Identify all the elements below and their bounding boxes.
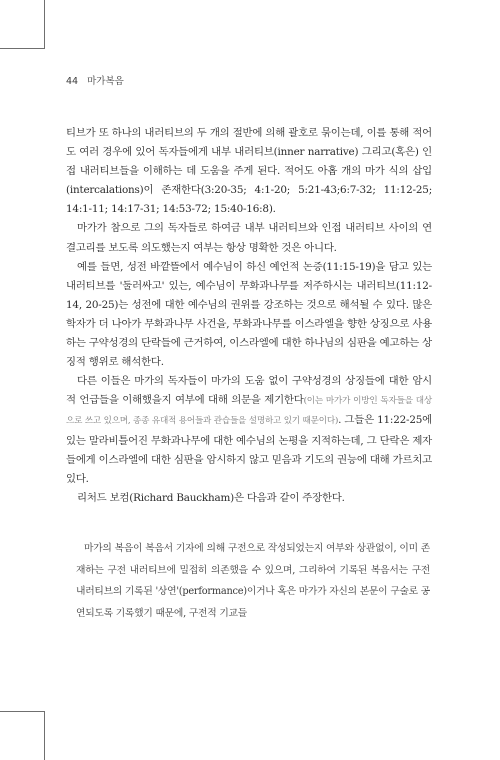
running-title: 마가복음 — [87, 76, 124, 87]
block-quote — [76, 538, 430, 624]
paragraph — [66, 124, 432, 219]
paragraph — [66, 489, 432, 508]
paragraph — [66, 219, 432, 257]
paragraph-text: 예를 들면, 성전 바깥뜰에서 예수님이 하신 예언적 논증(11:15-19)을 담고 있는 내러티브를 '둘러싸고' 있는, 예수님이 무화과나무를 저주하시는 내러티브(11:12-14, 20-25)는 성전에 대한 예수님의 권위를 강조하는 것으로 해석될 수 있다. 많은 학자가 더 나아가 무화과나무 사건을, 무화과나무를 이스라엘을 향한 상징으로 사용하는 구약성경의 단락들에 근거하여, 이스라엘에 대한 하나님의 심판을 예고하는 상징적 행위로 해석한다. — [66, 260, 432, 369]
paragraph-text: 리처드 보컴(Richard Bauckham)은 다음과 같이 주장한다. — [77, 491, 345, 504]
crop-mark-bottom-left-horizontal — [0, 711, 45, 712]
body-text — [66, 124, 432, 508]
paragraph-text: 다른 이들은 마가의 독자들이 마가의 도움 없이 구약성경의 상징들에 대한 암시적 언급들을 이해했을지 여부에 대해 의문을 제기한다 — [66, 375, 432, 407]
paragraph-text: 티브가 또 하나의 내러티브의 두 개의 절반에 의해 괄호로 묶이는데, 이를 통해 적어도 여러 경우에 있어 독자들에게 내부 내러티브(inner narrative) 그리고(혹은) 인접 내러티브들을 이해하는 데 도움을 주게 된다. 적어도 아홉 개의 마가 식의 삽입(intercalations)이 존재한다(3:20-35; 4:1-20; 5:21-43;6:7-32; 11:12-25; 14:1-11; 14:17-31; 14:53-72; 15:40-16:8). — [66, 127, 432, 216]
paragraph — [66, 372, 432, 489]
paragraph — [66, 258, 432, 373]
crop-mark-bottom-left-vertical — [44, 711, 45, 760]
page-number: 44 — [66, 76, 79, 87]
paragraph-text-continued: . 그들은 11:22-25에 있는 말라비틀어진 무화과나무에 대한 예수님의 논평을 지적하는데, 그 단락은 제자들에게 이스라엘에 대한 심판을 암시하지 않고 믿음과 기도의 권능에 대해 가르치고 있다. — [66, 414, 432, 485]
running-header — [66, 73, 124, 87]
block-quote-text: 마가의 복음이 복음서 기자에 의해 구전으로 작성되었는지 여부와 상관없이, 이미 존재하는 구전 내러티브에 밀접히 의존했을 수 있으며, 그리하여 기록된 복음서는 구전 내러티브의 기록된 '상연'(performance)이거나 혹은 마가가 자신의 본문이 구술로 공연되도록 기록했기 때문에, 구전적 기교들 — [76, 543, 430, 619]
paragraph-text: 마가가 참으로 그의 독자들로 하여금 내부 내러티브와 인접 내러티브 사이의 연결고리를 보도록 의도했는지 여부는 항상 명확한 것은 아니다. — [66, 222, 432, 254]
crop-mark-top-left-horizontal — [0, 48, 45, 49]
crop-mark-top-left-vertical — [44, 0, 45, 49]
paragraph-aside: (이는 마가가 이방인 독자들을 대상으로 쓰고 있으며, 종종 유대적 용어들과 관습들을 설명하고 있기 때문이다) — [66, 396, 432, 427]
